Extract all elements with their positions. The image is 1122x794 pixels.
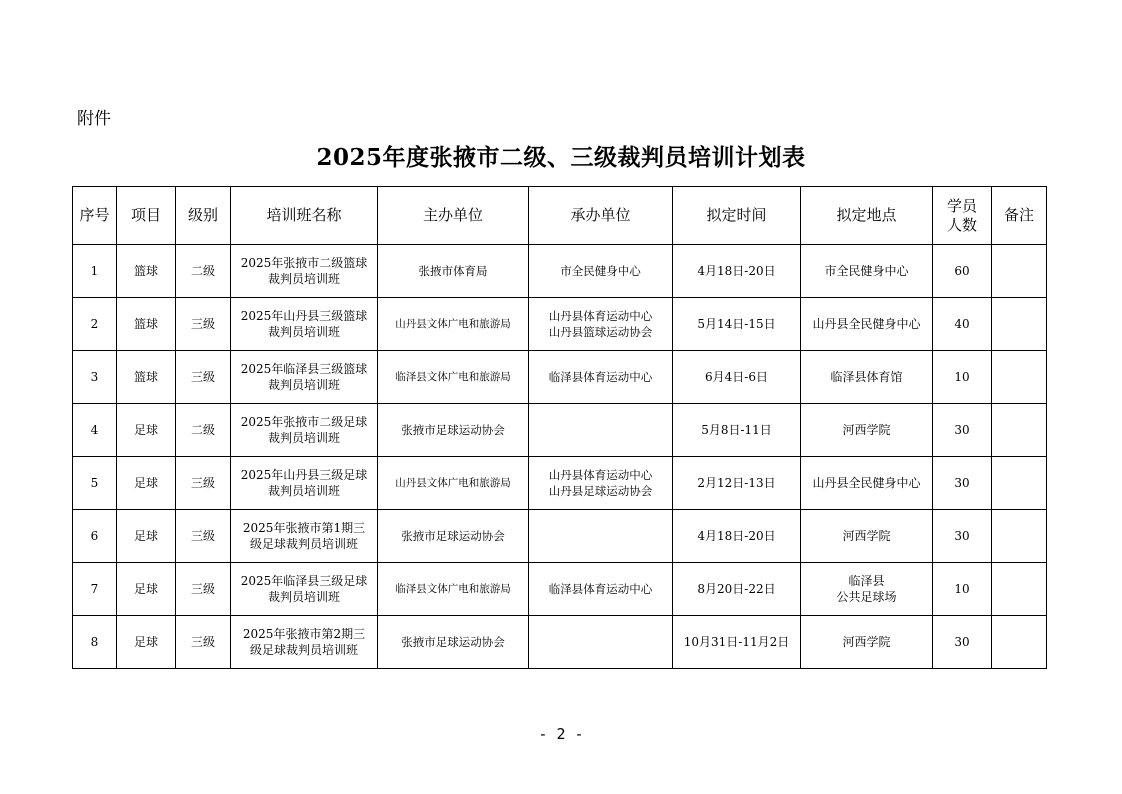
cell-place: 河西学院: [801, 404, 933, 457]
header-time: 拟定时间: [673, 187, 801, 245]
cell-no: 5: [73, 457, 117, 510]
cell-no: 1: [73, 245, 117, 298]
cell-students: 60: [933, 245, 992, 298]
cell-organizer: 山丹县体育运动中心 山丹县足球运动协会: [529, 457, 673, 510]
table-row: [73, 616, 1047, 669]
cell-sport: 足球: [117, 616, 176, 669]
cell-organizer: 市全民健身中心: [529, 245, 673, 298]
cell-name: 2025年张掖市第1期三 级足球裁判员培训班: [231, 510, 378, 563]
cell-name: 2025年山丹县三级足球 裁判员培训班: [231, 457, 378, 510]
cell-place: 河西学院: [801, 510, 933, 563]
table-row: [73, 404, 1047, 457]
cell-place: 临泽县体育馆: [801, 351, 933, 404]
cell-remark: [992, 245, 1047, 298]
cell-organizer: 临泽县体育运动中心: [529, 563, 673, 616]
cell-name: 2025年临泽县三级篮球 裁判员培训班: [231, 351, 378, 404]
cell-sport: 足球: [117, 510, 176, 563]
cell-level: 三级: [176, 351, 231, 404]
cell-place: 市全民健身中心: [801, 245, 933, 298]
cell-name: 2025年张掖市二级篮球 裁判员培训班: [231, 245, 378, 298]
header-remark: 备注: [992, 187, 1047, 245]
cell-remark: [992, 404, 1047, 457]
cell-time: 5月8日-11日: [673, 404, 801, 457]
cell-host: 山丹县文体广电和旅游局: [378, 298, 529, 351]
cell-level: 二级: [176, 404, 231, 457]
cell-name: 2025年张掖市第2期三 级足球裁判员培训班: [231, 616, 378, 669]
cell-level: 三级: [176, 298, 231, 351]
header-students: 学员 人数: [933, 187, 992, 245]
cell-time: 10月31日-11月2日: [673, 616, 801, 669]
cell-students: 30: [933, 404, 992, 457]
cell-students: 30: [933, 457, 992, 510]
cell-no: 2: [73, 298, 117, 351]
cell-sport: 足球: [117, 457, 176, 510]
cell-students: 10: [933, 351, 992, 404]
cell-name: 2025年山丹县三级篮球 裁判员培训班: [231, 298, 378, 351]
header-no: 序号: [73, 187, 117, 245]
table-row: [73, 457, 1047, 510]
cell-host: 张掖市体育局: [378, 245, 529, 298]
cell-sport: 篮球: [117, 351, 176, 404]
cell-level: 三级: [176, 563, 231, 616]
attachment-label: 附件: [77, 109, 111, 129]
cell-sport: 篮球: [117, 298, 176, 351]
cell-no: 4: [73, 404, 117, 457]
cell-no: 8: [73, 616, 117, 669]
cell-students: 40: [933, 298, 992, 351]
cell-host: 张掖市足球运动协会: [378, 616, 529, 669]
header-host: 主办单位: [378, 187, 529, 245]
cell-level: 三级: [176, 510, 231, 563]
cell-host: 临泽县文体广电和旅游局: [378, 351, 529, 404]
cell-students: 10: [933, 563, 992, 616]
table-row: [73, 351, 1047, 404]
header-name: 培训班名称: [231, 187, 378, 245]
cell-organizer: [529, 510, 673, 563]
cell-no: 6: [73, 510, 117, 563]
cell-remark: [992, 298, 1047, 351]
cell-place: 山丹县全民健身中心: [801, 457, 933, 510]
cell-host: 张掖市足球运动协会: [378, 510, 529, 563]
cell-place: 河西学院: [801, 616, 933, 669]
table-row: [73, 510, 1047, 563]
cell-sport: 足球: [117, 563, 176, 616]
cell-organizer: [529, 616, 673, 669]
cell-sport: 篮球: [117, 245, 176, 298]
table-header-row: [73, 187, 1047, 245]
cell-name: 2025年张掖市二级足球 裁判员培训班: [231, 404, 378, 457]
cell-remark: [992, 351, 1047, 404]
page-number: - 2 -: [538, 725, 584, 743]
cell-time: 8月20日-22日: [673, 563, 801, 616]
cell-remark: [992, 563, 1047, 616]
header-organizer: 承办单位: [529, 187, 673, 245]
cell-time: 5月14日-15日: [673, 298, 801, 351]
cell-remark: [992, 510, 1047, 563]
table-row: [73, 563, 1047, 616]
cell-time: 4月18日-20日: [673, 245, 801, 298]
header-sport: 项目: [117, 187, 176, 245]
table-row: [73, 245, 1047, 298]
cell-organizer: 临泽县体育运动中心: [529, 351, 673, 404]
cell-no: 7: [73, 563, 117, 616]
cell-host: 山丹县文体广电和旅游局: [378, 457, 529, 510]
cell-host: 张掖市足球运动协会: [378, 404, 529, 457]
cell-name: 2025年临泽县三级足球 裁判员培训班: [231, 563, 378, 616]
cell-students: 30: [933, 616, 992, 669]
cell-time: 6月4日-6日: [673, 351, 801, 404]
cell-no: 3: [73, 351, 117, 404]
cell-level: 三级: [176, 616, 231, 669]
cell-host: 临泽县文体广电和旅游局: [378, 563, 529, 616]
header-level: 级别: [176, 187, 231, 245]
cell-place: 临泽县 公共足球场: [801, 563, 933, 616]
cell-remark: [992, 457, 1047, 510]
table-row: [73, 298, 1047, 351]
cell-remark: [992, 616, 1047, 669]
cell-level: 三级: [176, 457, 231, 510]
cell-time: 4月18日-20日: [673, 510, 801, 563]
header-place: 拟定地点: [801, 187, 933, 245]
cell-organizer: 山丹县体育运动中心 山丹县篮球运动协会: [529, 298, 673, 351]
cell-organizer: [529, 404, 673, 457]
page-title: 2025年度张掖市二级、三级裁判员培训计划表: [316, 144, 806, 171]
cell-students: 30: [933, 510, 992, 563]
training-plan-table: [72, 186, 1047, 669]
cell-place: 山丹县全民健身中心: [801, 298, 933, 351]
cell-sport: 足球: [117, 404, 176, 457]
cell-time: 2月12日-13日: [673, 457, 801, 510]
cell-level: 二级: [176, 245, 231, 298]
